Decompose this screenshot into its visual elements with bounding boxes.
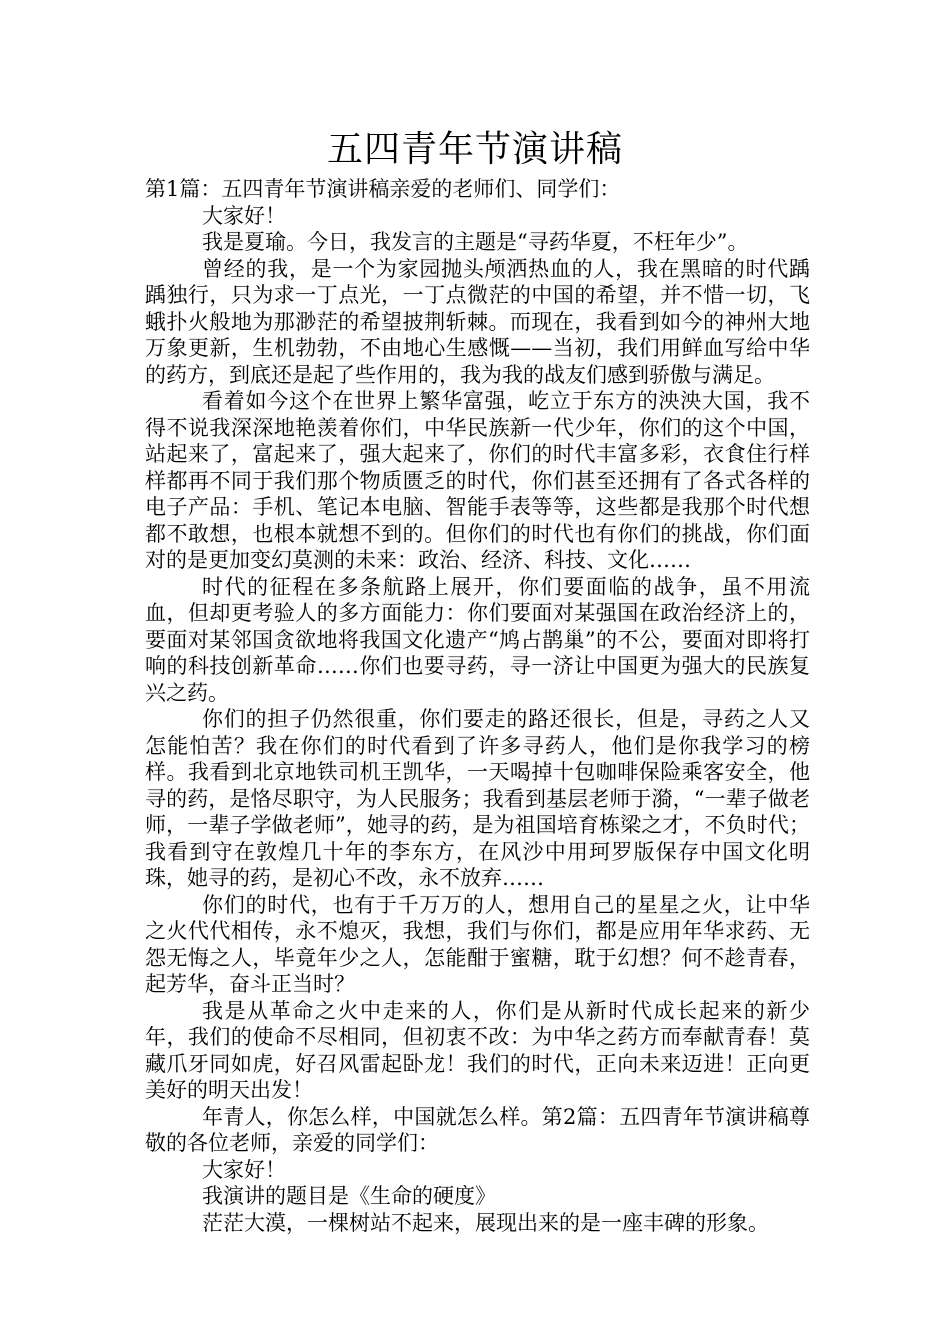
paragraph: 我是夏瑜。今日，我发言的主题是“寻药华夏，不枉年少”。 bbox=[202, 230, 749, 254]
paragraph: 第1篇：五四青年节演讲稿亲爱的老师们、同学们： bbox=[145, 177, 621, 201]
paragraph: 我演讲的题目是《生命的硬度》 bbox=[202, 1184, 496, 1208]
paragraph: 大家好！ bbox=[202, 203, 286, 228]
paragraph: 年青人，你怎么样，中国就怎么样。第2篇：五四青年节演讲稿尊敬的各位老师，亲爱的同学们： bbox=[145, 1104, 810, 1155]
paragraph: 时代的征程在多条航路上展开，你们要面临的战争，虽不用流血，但却更考验人的多方面能力：你们要面对某强国在政治经济上的，要面对某邻国贪欲地将我国文化遗产“鸠占鹊巢”的不公，要面对即将打响的科技创新革命……你们也要寻药，寻一济让中国更为强大的民族复兴之药。 bbox=[145, 574, 810, 705]
paragraph: 茫茫大漠，一棵树站不起来，展现出来的是一座丰碑的形象。 bbox=[202, 1210, 769, 1235]
page-title: 五四青年节演讲稿 bbox=[326, 129, 623, 170]
paragraph: 大家好！ bbox=[202, 1157, 286, 1182]
paragraph: 看着如今这个在世界上繁华富强，屹立于东方的泱泱大国，我不得不说我深深地艳羡着你们，中华民族新一代少年，你们的这个中国，站起来了，富起来了，强大起来了，你们的时代丰富多彩，衣食住行样样都再不同于我们那个物质匮乏的时代，你们甚至还拥有了各式各样的电子产品：手机、笔记本电脑、智能手表等等，这些都是我那个时代想都不敢想，也根本就想不到的。但你们的时代也有你们的挑战，你们面对的是更加变幻莫测的未来：政治、经济、科技、文化…… bbox=[145, 389, 810, 572]
paragraph: 你们的担子仍然很重，你们要走的路还很长，但是，寻药之人又怎能怕苦？我在你们的时代看到了许多寻药人，他们是你我学习的榜样。我看到北京地铁司机王凯华，一天喝掉十包咖啡保险乘客安全，他寻的药，是恪尽职守，为人民服务；我看到基层老师于漪，“一辈子做老师，一辈子学做老师”，她寻的药，是为祖国培育栋梁之才，不负时代；我看到守在敦煌几十年的李东方，在风沙中用珂罗版保存中国文化明珠，她寻的药，是初心不改，永不放弃…… bbox=[145, 707, 810, 890]
paragraph: 曾经的我，是一个为家园抛头颅洒热血的人，我在黑暗的时代踽踽独行，只为求一丁点光，一丁点微茫的中国的希望，并不惜一切，飞蛾扑火般地为那渺茫的希望披荆斩棘。而现在，我看到如今的神州大地万象更新，生机勃勃，不由地心生感慨——当初，我们用鲜血写给中华的药方，到底还是起了些作用的，我为我的战友们感到骄傲与满足。 bbox=[145, 256, 810, 387]
paragraph: 你们的时代，也有于千万万的人，想用自己的星星之火，让中华之火代代相传，永不熄灭，我想，我们与你们，都是应用年华求药、无怨无悔之人，毕竟年少之人，怎能酣于蜜糖，耽于幻想？何不趁青春，起芳华，奋斗正当时？ bbox=[145, 892, 810, 996]
document-body bbox=[145, 176, 810, 1236]
paragraph: 我是从革命之火中走来的人，你们是从新时代成长起来的新少年，我们的使命不尽相同，但初衷不改：为中华之药方而奉献青春！莫藏爪牙同如虎，好召风雷起卧龙！我们的时代，正向未来迈进！正向更美好的明天出发！ bbox=[145, 998, 810, 1102]
